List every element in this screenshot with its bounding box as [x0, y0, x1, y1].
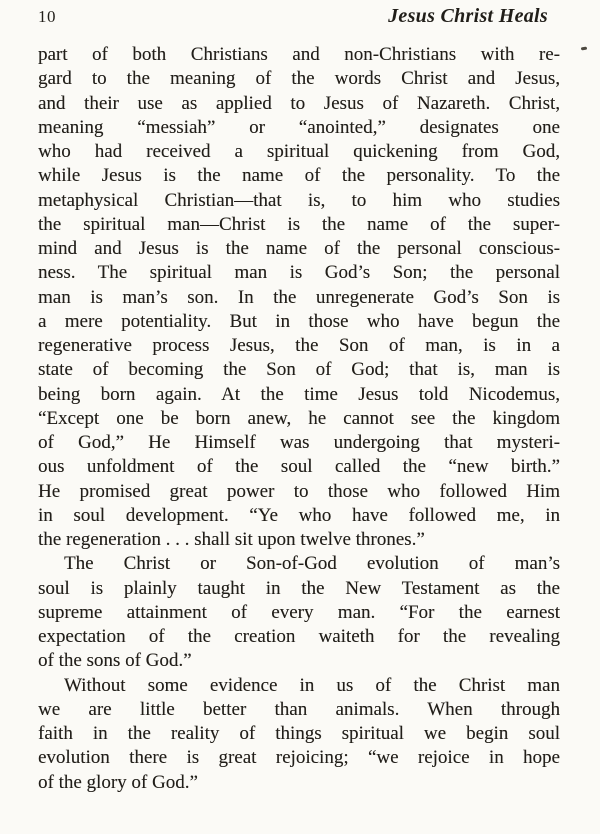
text-line: in soul development. “Ye who have followed me, in	[38, 504, 560, 526]
running-head	[38, 5, 560, 31]
text-line: the spiritual man—Christ is the name of the super-	[38, 213, 560, 235]
text-line: while Jesus is the name of the personality. To the	[38, 165, 560, 187]
text-line: of the glory of God.”	[38, 771, 198, 793]
text-line: regenerative process Jesus, the Son of man, is in a	[38, 335, 560, 356]
text-line: gard to the meaning of the words Christ and Jesus,	[38, 68, 560, 90]
text-line: evolution there is great rejoicing; “we rejoice in hope	[38, 747, 560, 769]
text-line: of God,” He Himself was undergoing that mysteri-	[38, 432, 560, 453]
text-line: “Except one be born anew, he cannot see the kingdom	[38, 407, 560, 429]
text-line: mind and Jesus is the name of the personal conscious-	[38, 238, 560, 259]
text-line: meaning “messiah” or “anointed,” designates one	[38, 116, 560, 138]
text-line: The Christ or Son-of-God evolution of man’s	[64, 553, 560, 575]
text-line: the regeneration . . . shall sit upon twelve thrones.”	[38, 529, 425, 550]
page-number: 10	[38, 7, 56, 26]
scan-speck-artifact	[581, 47, 587, 51]
text-line: expectation of the creation waiteth for the revealing	[38, 626, 560, 647]
text-line: He promised great power to those who followed Him	[38, 480, 560, 502]
text-line: Without some evidence in us of the Christ man	[64, 674, 560, 696]
text-line: of the sons of God.”	[38, 650, 192, 672]
text-line: ness. The spiritual man is God’s Son; the personal	[38, 262, 560, 284]
text-line: soul is plainly taught in the New Testament as the	[38, 577, 560, 599]
text-line: and their use as applied to Jesus of Nazareth. Christ,	[38, 92, 560, 114]
text-line: state of becoming the Son of God; that is, man is	[38, 359, 560, 381]
text-line: part of both Christians and non-Christians with re-	[38, 44, 560, 65]
text-line: being born again. At the time Jesus told Nicodemus,	[38, 383, 560, 405]
text-line: supreme attainment of every man. “For the earnest	[38, 601, 560, 623]
running-title: Jesus Christ Heals	[388, 5, 548, 27]
text-line: ous unfoldment of the soul called the “new birth.”	[38, 456, 560, 478]
text-line: we are little better than animals. When through	[38, 698, 560, 720]
text-line: a mere potentiality. But in those who have begun the	[38, 310, 560, 332]
body-text	[38, 43, 560, 795]
text-line: who had received a spiritual quickening from God,	[38, 141, 560, 162]
text-line: faith in the reality of things spiritual we begin soul	[38, 723, 560, 744]
text-line: man is man’s son. In the unregenerate God’s Son is	[38, 286, 560, 308]
text-line: metaphysical Christian—that is, to him who studies	[38, 189, 560, 211]
